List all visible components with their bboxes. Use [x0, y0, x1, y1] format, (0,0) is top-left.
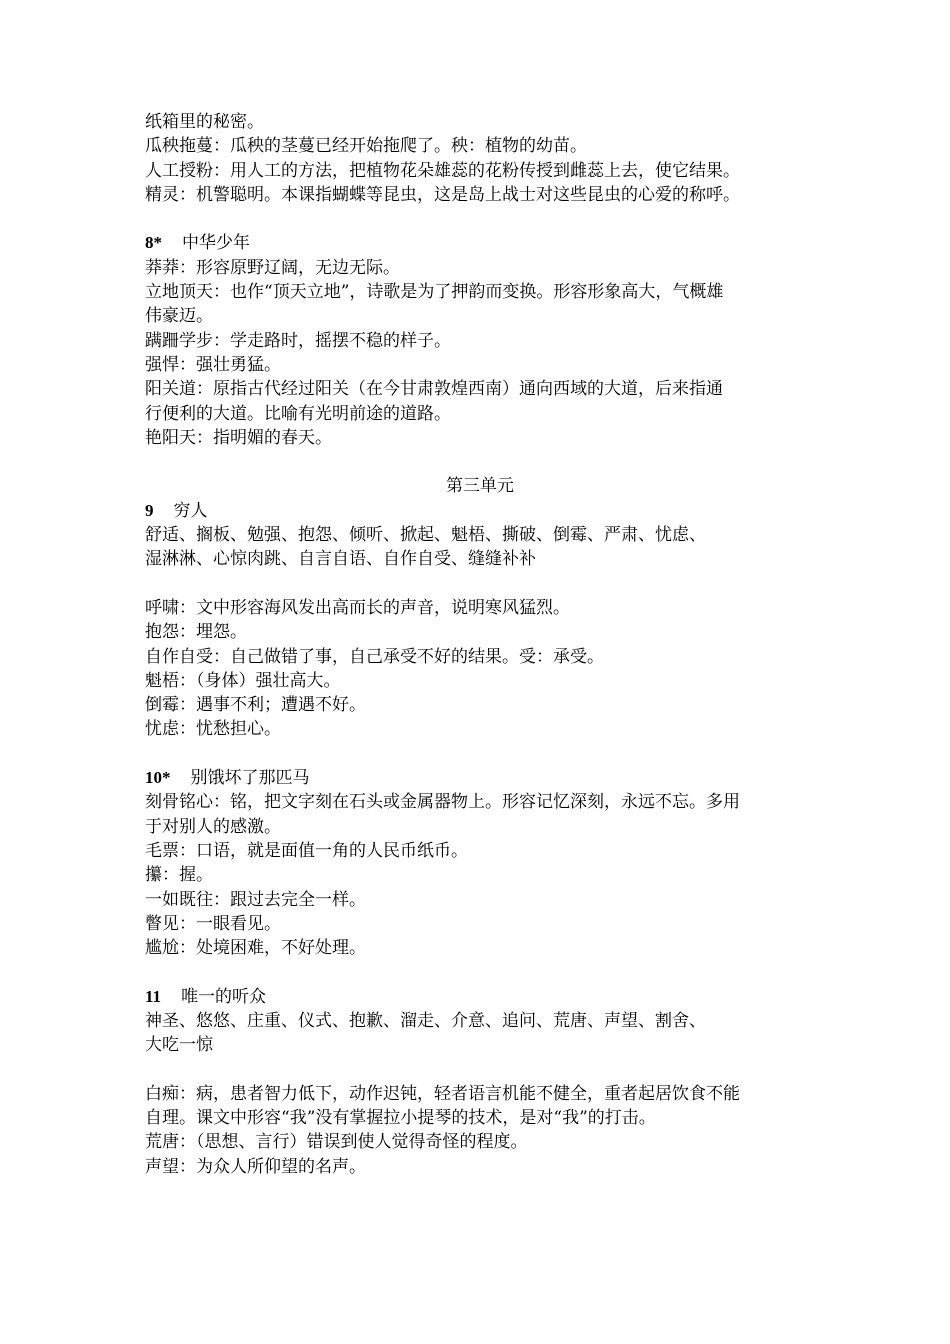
definition-line: 艳阳天：指明媚的春天。: [145, 427, 332, 448]
lesson-title: 别饿坏了那匹马: [190, 768, 310, 789]
unit-heading: 第三单元: [446, 476, 514, 497]
definition-line: 刻骨铭心：铭，把文字刻在石头或金属器物上。形容记忆深刻，永远不忘。多用: [145, 792, 740, 813]
definition-line: 行便利的大道。比喻有光明前途的道路。: [145, 403, 451, 424]
spacer: [145, 742, 815, 766]
definition-line: 毛票：口语，就是面值一角的人民币纸币。: [145, 840, 468, 861]
lesson-title: 穷人: [173, 500, 208, 521]
lesson-heading: [145, 499, 815, 523]
definition-line: 忧虑：忧愁担心。: [145, 719, 281, 740]
lesson-number: 8*: [145, 233, 162, 253]
spacer: [145, 207, 815, 231]
word-list-line: 湿淋淋、心惊肉跳、自言自语、自作自受、缝缝补补: [145, 549, 536, 570]
spacer: [145, 450, 815, 474]
definition-line: 魁梧：（身体）强壮高大。: [145, 670, 341, 691]
definition-line: 倒霉：遇事不利；遭遇不好。: [145, 695, 366, 716]
spacer: [145, 960, 815, 984]
definition-line: 阳关道：原指古代经过阳关（在今甘肃敦煌西南）通向西域的大道，后来指通: [145, 379, 723, 400]
definition-line: 立地顶天：也作“顶天立地”，诗歌是为了押韵而变换。形容形象高大，气概雄: [145, 282, 724, 303]
lesson-heading: [145, 766, 815, 790]
definition-line: 声望：为众人所仰望的名声。: [145, 1156, 366, 1177]
definition-line: 伟豪迈。: [145, 306, 213, 327]
document-page: [145, 110, 815, 1179]
definition-line: 自作自受：自己做错了事，自己承受不好的结果。受：承受。: [145, 646, 604, 667]
definition-line: 强悍：强壮勇猛。: [145, 354, 281, 375]
definition-line: 抱怨：埋怨。: [145, 622, 247, 643]
lesson-heading: [145, 231, 815, 255]
lesson-number: 10*: [145, 768, 171, 788]
definition-line: 自理。课文中形容“我”没有掌握拉小提琴的技术，是对“我”的打击。: [145, 1108, 656, 1129]
definition-line: 呼啸：文中形容海风发出高而长的声音，说明寒风猛烈。: [145, 597, 570, 618]
definition-line: 蹒跚学步：学走路时，摇摆不稳的样子。: [145, 330, 451, 351]
definition-line: 一如既往：跟过去完全一样。: [145, 889, 366, 910]
lesson-number: 11: [145, 986, 162, 1006]
spacer: [145, 572, 815, 596]
text-line: 纸箱里的秘密。: [145, 112, 264, 132]
definition-line: 莽莽：形容原野辽阔，无边无际。: [145, 257, 400, 278]
definition-line: 人工授粉：用人工的方法，把植物花朵雄蕊的花粉传授到雌蕊上去，使它结果。: [145, 160, 740, 181]
lesson-title: 中华少年: [182, 233, 250, 254]
definition-line: 荒唐：（思想、言行）错误到使人觉得奇怪的程度。: [145, 1132, 528, 1153]
definition-line: 精灵：机警聪明。本课指蝴蝶等昆虫，这是岛上战士对这些昆虫的心爱的称呼。: [145, 184, 740, 205]
definition-line: 尴尬：处境困难，不好处理。: [145, 938, 366, 959]
definition-line: 白痴：病，患者智力低下，动作迟钝，轻者语言机能不健全，重者起居饮食不能: [145, 1083, 740, 1104]
lesson-number: 9: [145, 500, 154, 520]
definition-line: 瓜秧拖蔓：瓜秧的茎蔓已经开始拖爬了。秧：植物的幼苗。: [145, 136, 587, 157]
definition-line: 瞥见：一眼看见。: [145, 913, 281, 934]
word-list-line: 舒适、搁板、勉强、抱怨、倾听、掀起、魁梧、撕破、倒霉、严肃、忧虑、: [145, 525, 706, 546]
word-list-line: 大吃一惊: [145, 1035, 213, 1056]
lesson-heading: [145, 985, 815, 1009]
definition-line: 于对别人的感激。: [145, 816, 281, 837]
definition-line: 攥：握。: [145, 865, 213, 886]
spacer: [145, 1058, 815, 1082]
lesson-title: 唯一的听众: [181, 986, 267, 1007]
word-list-line: 神圣、悠悠、庄重、仪式、抱歉、溜走、介意、追问、荒唐、声望、割舍、: [145, 1010, 706, 1031]
